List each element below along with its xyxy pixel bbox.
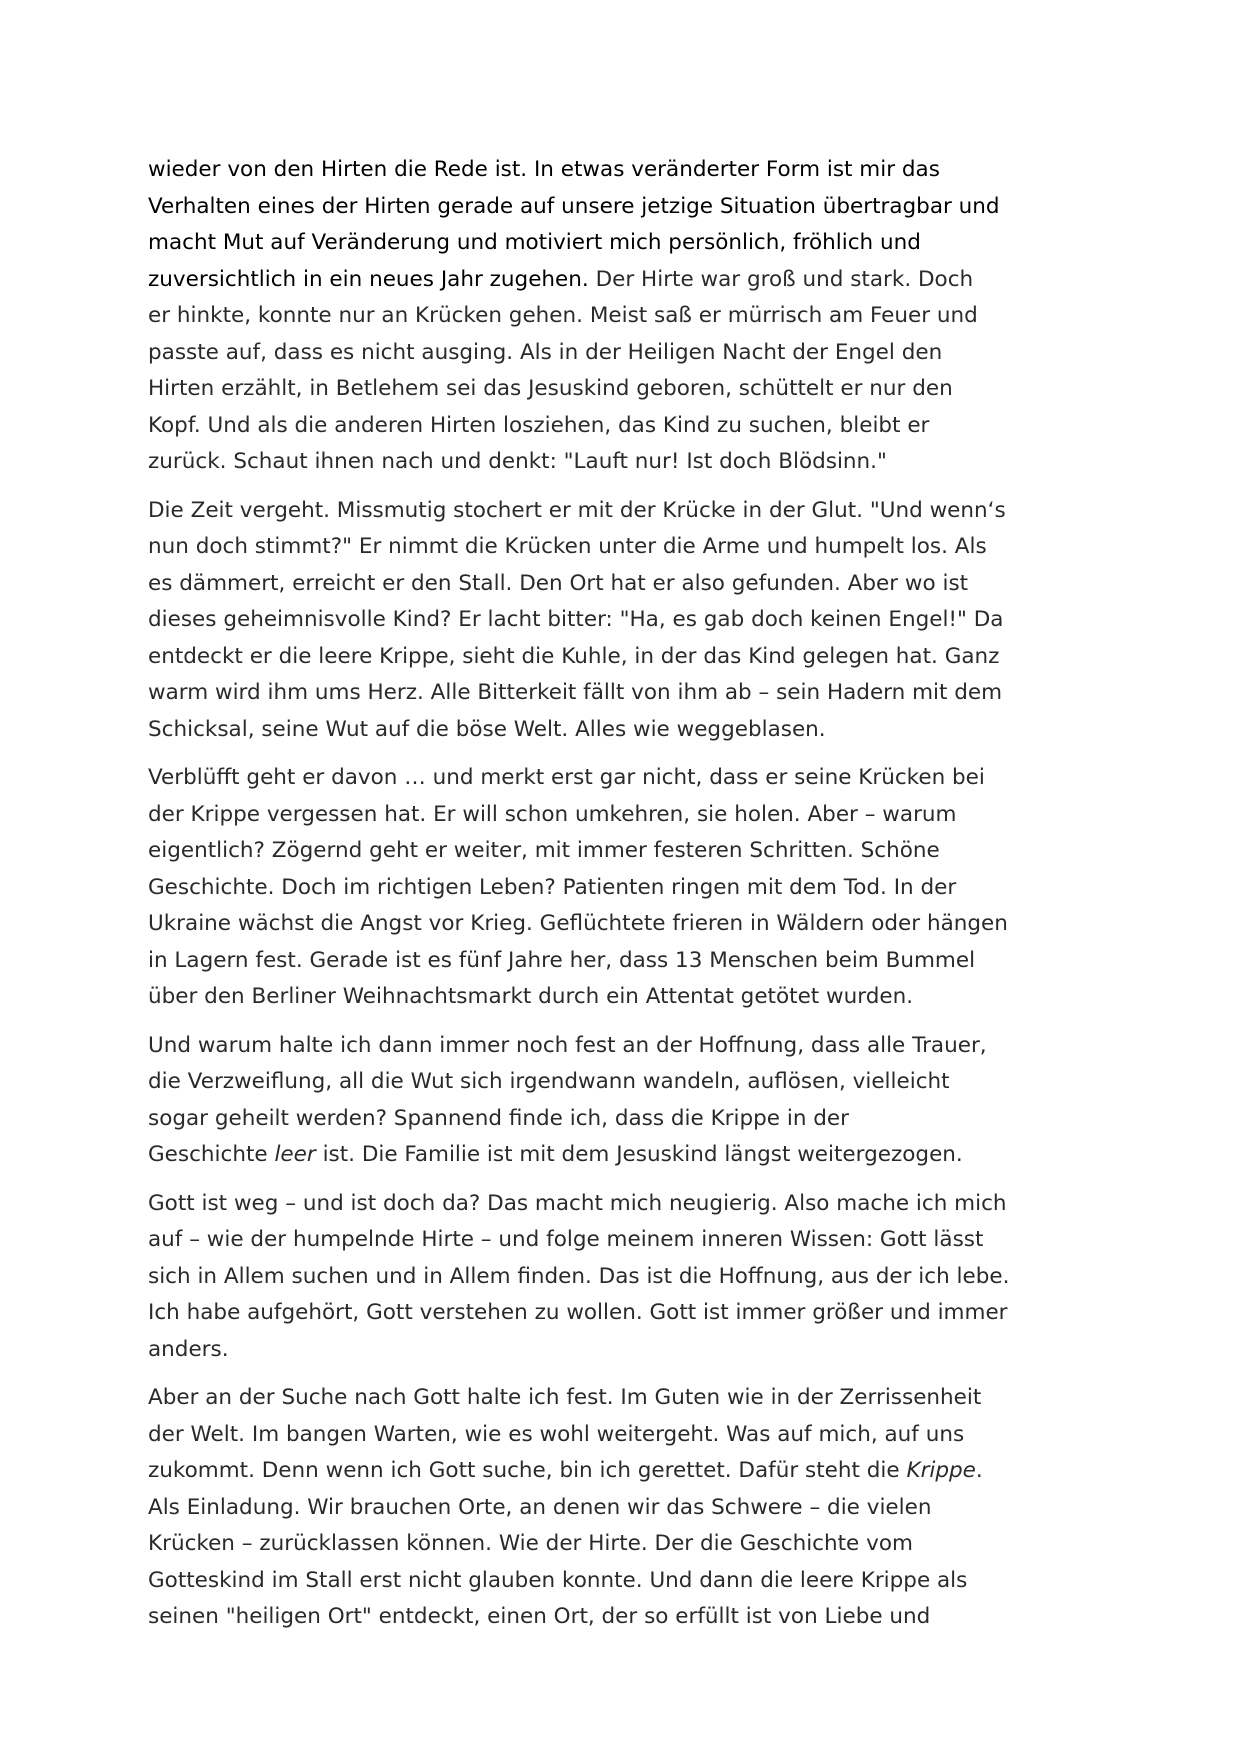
text-line: es dämmert, erreicht er den Stall. Den Ort hat er also gefunden. Aber wo ist	[148, 570, 969, 596]
text-line: der Welt. Im bangen Warten, wie es wohl weitergeht. Was auf mich, auf uns	[148, 1421, 965, 1447]
document-page	[148, 152, 1088, 1648]
text-line: zurück. Schaut ihnen nach und denkt: "Lauft nur! Ist doch Blödsinn."	[148, 449, 887, 474]
text-segment: zuversichtlich in ein neues Jahr zugehen.	[148, 266, 589, 292]
paragraph-3	[148, 760, 1088, 1016]
text-line-mixed	[148, 1137, 1088, 1174]
text-line: die Verzweiflung, all die Wut sich irgendwann wandeln, auflösen, vielleicht	[148, 1069, 950, 1094]
text-line: der Krippe vergessen hat. Er will schon umkehren, sie holen. Aber – warum	[148, 801, 957, 827]
text-segment: Der Hirte war groß und stark. Doch	[595, 266, 974, 292]
paragraph-1	[148, 152, 1088, 481]
text-line: Gotteskind im Stall erst nicht glauben konnte. Und dann die leere Krippe als	[148, 1567, 968, 1593]
text-line: passte auf, dass es nicht ausging. Als in der Heiligen Nacht der Engel den	[148, 339, 943, 365]
text-line: anders.	[148, 1336, 229, 1362]
text-line: in Lagern fest. Gerade ist es fünf Jahre her, dass 13 Menschen beim Bummel	[148, 947, 976, 973]
italic-word: Krippe	[906, 1458, 976, 1483]
italic-word: leer	[274, 1142, 316, 1167]
text-line: wieder von den Hirten die Rede ist. In etwas veränderter Form ist mir das	[148, 157, 940, 182]
text-line: er hinkte, konnte nur an Krücken gehen. Meist saß er mürrisch am Feuer und	[148, 303, 978, 328]
text-line: Und warum halte ich dann immer noch fest an der Hoffnung, dass alle Trauer,	[148, 1032, 987, 1058]
text-line: Gott ist weg – und ist doch da? Das macht mich neugierig. Also mache ich mich	[148, 1190, 1007, 1216]
text-line: Hirten erzählt, in Betlehem sei das Jesuskind geboren, schüttelt er nur den	[148, 376, 953, 401]
text-line: Kopf. Und als die anderen Hirten losziehen, das Kind zu suchen, bleibt er	[148, 412, 930, 438]
text-line: seinen "heiligen Ort" entdeckt, einen Ort, der so erfüllt ist von Liebe und	[148, 1604, 931, 1629]
text-line: eigentlich? Zögernd geht er weiter, mit immer festeren Schritten. Schöne	[148, 838, 940, 863]
text-line: Schicksal, seine Wut auf die böse Welt. Alles wie weggeblasen.	[148, 716, 826, 742]
text-line: sogar geheilt werden? Spannend finde ich, dass die Krippe in der	[148, 1105, 849, 1131]
paragraph-4	[148, 1028, 1088, 1174]
text-line: dieses geheimnisvolle Kind? Er lacht bitter: "Ha, es gab doch keinen Engel!" Da	[148, 607, 1004, 632]
text-line: Krücken – zurücklassen können. Wie der Hirte. Der die Geschichte vom	[148, 1531, 913, 1556]
paragraph-6	[148, 1380, 1088, 1636]
text-line: macht Mut auf Veränderung und motiviert mich persönlich, fröhlich und	[148, 230, 921, 255]
text-line: Ich habe aufgehört, Gott verstehen zu wollen. Gott ist immer größer und immer	[148, 1300, 1008, 1325]
text-line: Verblüfft geht er davon … und merkt erst gar nicht, dass er seine Krücken bei	[148, 765, 985, 790]
text-segment: zukommt. Denn wenn ich Gott suche, bin ich gerettet. Dafür steht die	[148, 1458, 907, 1483]
text-line: nun doch stimmt?" Er nimmt die Krücken unter die Arme und humpelt los. Als	[148, 534, 987, 559]
text-line: auf – wie der humpelnde Hirte – und folge meinem inneren Wissen: Gott lässt	[148, 1227, 984, 1252]
text-line-mixed	[148, 1453, 1088, 1490]
paragraph-2	[148, 493, 1088, 749]
text-line: sich in Allem suchen und in Allem finden. Das ist die Hoffnung, aus der ich lebe.	[148, 1263, 1010, 1289]
text-line: Aber an der Suche nach Gott halte ich fest. Im Guten wie in der Zerrissenheit	[148, 1385, 982, 1410]
text-segment: .	[975, 1458, 983, 1483]
text-segment: Geschichte	[148, 1142, 275, 1167]
text-line: Ukraine wächst die Angst vor Krieg. Geflüchtete frieren in Wäldern oder hängen	[148, 911, 1008, 936]
text-segment: ist. Die Familie ist mit dem Jesuskind längst weitergezogen.	[315, 1142, 963, 1167]
text-line-mixed	[148, 262, 1088, 299]
text-line: Geschichte. Doch im richtigen Leben? Patienten ringen mit dem Tod. In der	[148, 874, 957, 900]
paragraph-5	[148, 1186, 1088, 1369]
text-line: Als Einladung. Wir brauchen Orte, an denen wir das Schwere – die vielen	[148, 1494, 932, 1520]
text-line: Verhalten eines der Hirten gerade auf unsere jetzige Situation übertragbar und	[148, 193, 1000, 219]
text-line: entdeckt er die leere Krippe, sieht die Kuhle, in der das Kind gelegen hat. Ganz	[148, 643, 1000, 669]
text-line: über den Berliner Weihnachtsmarkt durch ein Attentat getötet wurden.	[148, 984, 914, 1009]
text-line: Die Zeit vergeht. Missmutig stochert er mit der Krücke in der Glut. "Und wenn‘s	[148, 497, 1006, 523]
text-line: warm wird ihm ums Herz. Alle Bitterkeit fällt von ihm ab – sein Hadern mit dem	[148, 680, 1003, 705]
